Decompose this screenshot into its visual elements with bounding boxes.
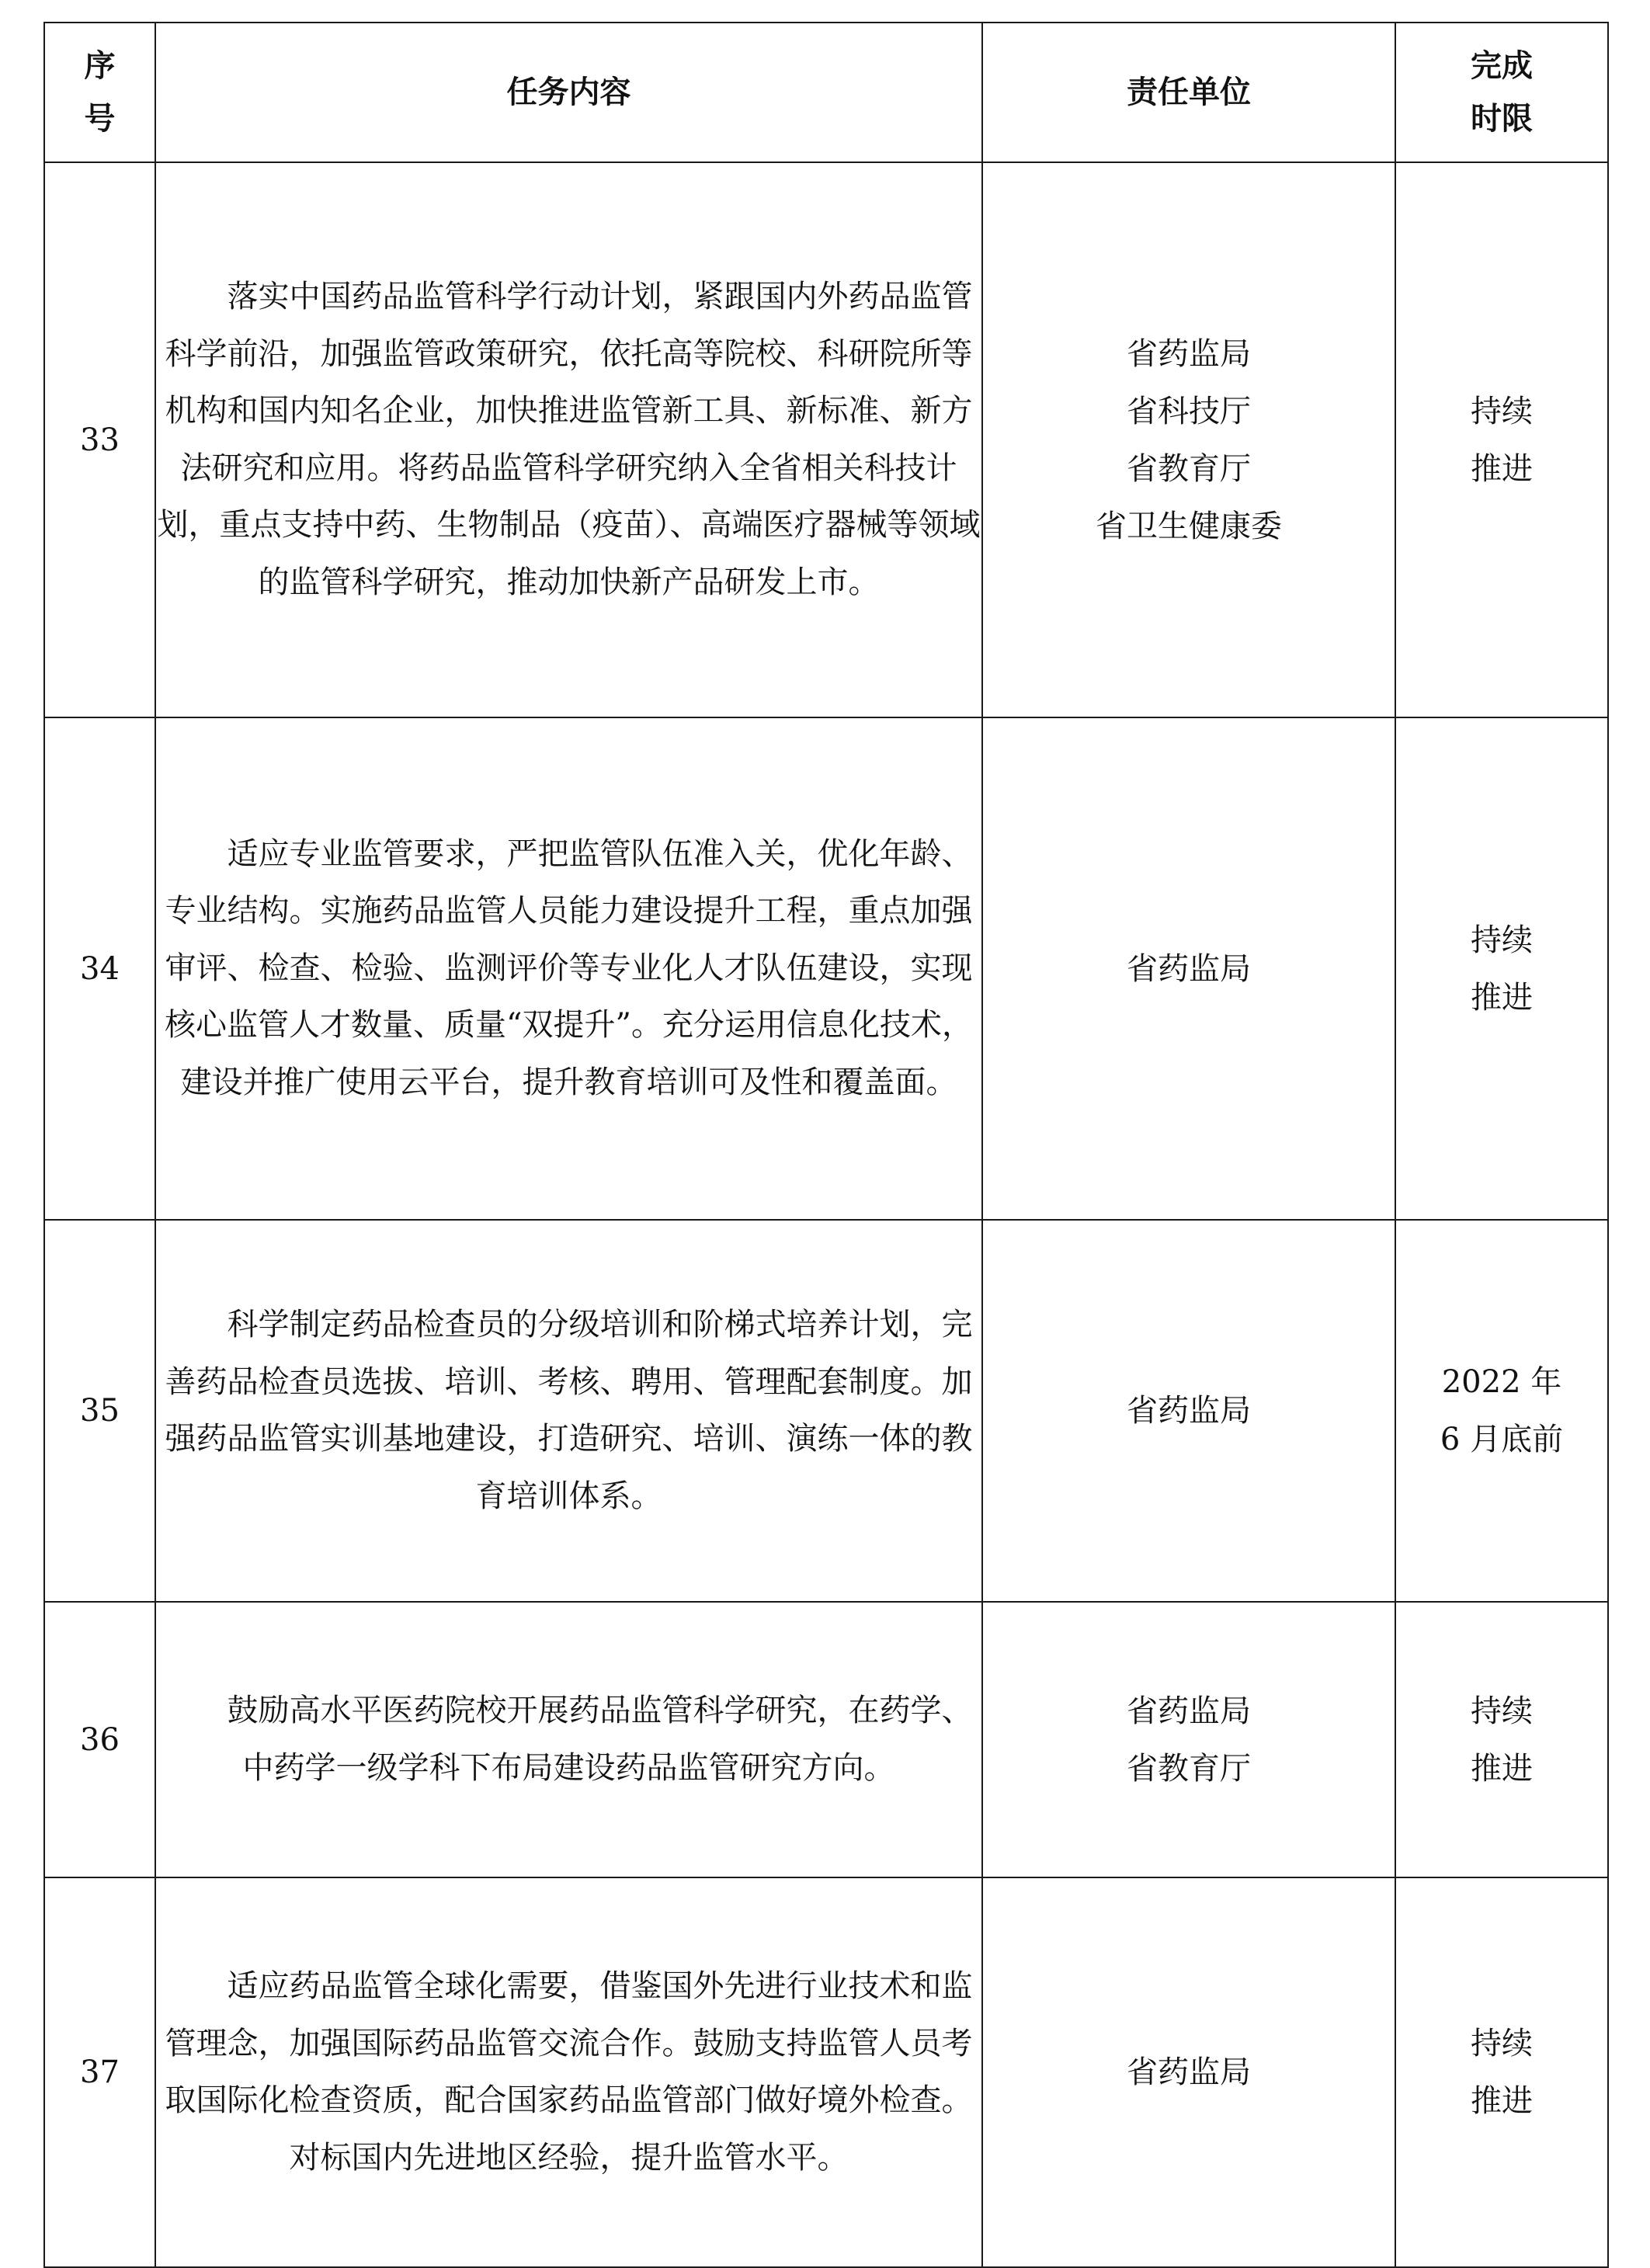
task-content: 适应药品监管全球化需要，借鉴国外先进行业技术和监管理念，加强国际药品监管交流合作。鼓励支持监管人员考取国际化检查资质，配合国家药品监管部门做好境外检查。对标国内先进地区经验，提升监管水平。 (155, 1877, 982, 2267)
table-row (44, 1220, 1608, 1602)
task-content: 落实中国药品监管科学行动计划，紧跟国内外药品监管科学前沿，加强监管政策研究，依托高等院校、科研院所等机构和国内知名企业，加快推进监管新工具、新标准、新方法研究和应用。将药品监管科学研究纳入全省相关科技计划，重点支持中药、生物制品（疫苗）、高端医疗器械等领域的监管科学研究，推动加快新产品研发上市。 (155, 162, 982, 717)
table-row (44, 1602, 1608, 1877)
responsible-units: 省药监局 省科技厅 省教育厅 省卫生健康委 (982, 162, 1395, 717)
table-row (44, 162, 1608, 717)
deadline: 持续 推进 (1395, 717, 1608, 1220)
header-row (44, 23, 1608, 162)
table-row (44, 1877, 1608, 2267)
deadline: 持续 推进 (1395, 162, 1608, 717)
task-table (43, 22, 1609, 2268)
row-number: 36 (44, 1602, 155, 1877)
header-task-content: 任务内容 (155, 23, 982, 162)
row-number: 34 (44, 717, 155, 1220)
task-content: 适应专业监管要求，严把监管队伍准入关，优化年龄、专业结构。实施药品监管人员能力建设提升工程，重点加强审评、检查、检验、监测评价等专业化人才队伍建设，实现核心监管人才数量、质量“双提升”。充分运用信息化技术，建设并推广使用云平台，提升教育培训可及性和覆盖面。 (155, 717, 982, 1220)
row-number: 35 (44, 1220, 155, 1602)
task-content: 鼓励高水平医药院校开展药品监管科学研究，在药学、中药学一级学科下布局建设药品监管研究方向。 (155, 1602, 982, 1877)
task-content: 科学制定药品检查员的分级培训和阶梯式培养计划，完善药品检查员选拔、培训、考核、聘用、管理配套制度。加强药品监管实训基地建设，打造研究、培训、演练一体的教育培训体系。 (155, 1220, 982, 1602)
header-responsible-unit: 责任单位 (982, 23, 1395, 162)
deadline: 持续 推进 (1395, 1602, 1608, 1877)
responsible-units: 省药监局 (982, 1877, 1395, 2267)
table-row (44, 717, 1608, 1220)
deadline: 2022 年 6 月底前 (1395, 1220, 1608, 1602)
row-number: 37 (44, 1877, 155, 2267)
deadline: 持续 推进 (1395, 1877, 1608, 2267)
header-deadline: 完成 时限 (1395, 23, 1608, 162)
responsible-units: 省药监局 (982, 717, 1395, 1220)
header-serial-number: 序 号 (44, 23, 155, 162)
row-number: 33 (44, 162, 155, 717)
responsible-units: 省药监局 省教育厅 (982, 1602, 1395, 1877)
responsible-units: 省药监局 (982, 1220, 1395, 1602)
